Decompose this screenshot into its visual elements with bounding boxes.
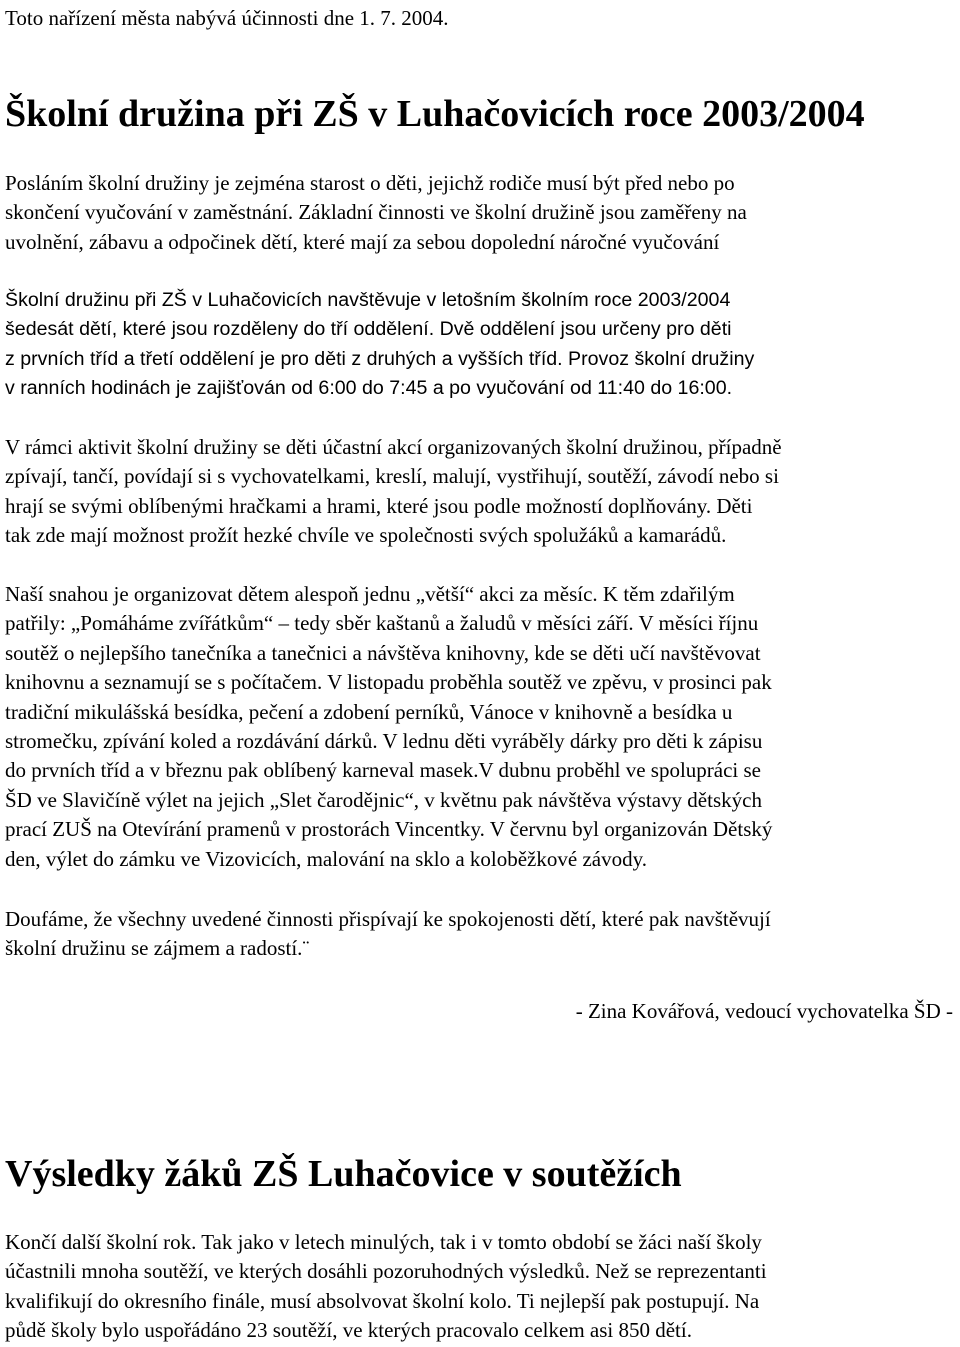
intro-note: Toto nařízení města nabývá účinnosti dne 1. 7. 2004. bbox=[5, 6, 449, 30]
paragraph-line: soutěž o nejlepšího tanečníka a tanečnici a návštěva knihovny, kde se děti učí navštěvovat bbox=[5, 640, 761, 665]
paragraph-line: knihovnu a seznamují se s počítačem. V listopadu proběhla soutěž ve zpěvu, v prosinci pak bbox=[5, 670, 772, 695]
paragraph-closing bbox=[5, 905, 771, 964]
section-title-competitions: Výsledky žáků ZŠ Luhačovice v soutěžích bbox=[5, 1153, 682, 1195]
paragraph-line: V rámci aktivit školní družiny se děti účastní akcí organizovaných školní družinou, případně bbox=[5, 435, 782, 459]
paragraph-line: v ranních hodinách je zajišťován od 6:00 do 7:45 a po vyučování od 11:40 do 16:00. bbox=[5, 377, 733, 400]
paragraph-line: skončení vyučování v zaměstnání. Základní činnosti ve školní družině jsou zaměřeny na bbox=[5, 200, 747, 225]
paragraph-events bbox=[5, 580, 772, 874]
paragraph-line: kvalifikují do okresního finále, musí absolvovat školní kolo. Ti nejlepší pak postupují. Na bbox=[5, 1288, 760, 1313]
paragraph-line: patřily: „Pomáháme zvířátkům“ – tedy sběr kaštanů a žaludů v měsíci září. V měsíci říjnu bbox=[5, 611, 759, 636]
paragraph-line: šedesát dětí, které jsou rozděleny do tří oddělení. Dvě oddělení jsou určeny pro děti bbox=[5, 318, 732, 341]
paragraph-line: Doufáme, že všechny uvedené činnosti přispívají ke spokojenosti dětí, které pak navštěvují bbox=[5, 907, 771, 931]
paragraph-line: do prvních tříd a v březnu pak oblíbený karneval masek.V dubnu proběhl ve spolupráci se bbox=[5, 758, 761, 783]
paragraph-line: zpívají, tančí, povídají si s vychovatelkami, kreslí, malují, vystřihují, soutěží, závodí nebo si bbox=[5, 464, 779, 489]
paragraph-line: den, výlet do zámku ve Vizovicích, malování na sklo a koloběžkové závody. bbox=[5, 846, 647, 871]
paragraph-line: tradiční mikulášská besídka, pečení a zdobení perníků, Vánoce v knihovně a besídka u bbox=[5, 699, 733, 724]
paragraph-line: Naší snahou je organizovat dětem alespoň jednu „větší“ akci za měsíc. K těm zdařilým bbox=[5, 582, 735, 606]
paragraph-line: Končí další školní rok. Tak jako v letech minulých, tak i v tomto období se žáci naší školy bbox=[5, 1230, 762, 1254]
paragraph-line: tak zde mají možnost prožít hezké chvíle ve společnosti svých spolužáků a kamarádů. bbox=[5, 523, 727, 548]
paragraph-attendance bbox=[5, 286, 754, 404]
signature: - Zina Kovářová, vedoucí vychovatelka ŠD - bbox=[575, 999, 953, 1023]
paragraph-activities bbox=[5, 433, 782, 551]
paragraph-line: účastnili mnoha soutěží, ve kterých dosáhli pozoruhodných výsledků. Než se reprezentanti bbox=[5, 1259, 767, 1284]
section-title-school-club: Školní družina při ZŠ v Luhačovicích roce 2003/2004 bbox=[5, 93, 865, 135]
paragraph-mission bbox=[5, 169, 747, 257]
paragraph-line: hrají se svými oblíbenými hračkami a hrami, které jsou podle možností doplňovány. Děti bbox=[5, 493, 753, 518]
paragraph-line: uvolnění, zábavu a odpočinek dětí, které mají za sebou dopolední náročné vyučování bbox=[5, 229, 720, 254]
paragraph-line: z prvních tříd a třetí oddělení je pro děti z druhých a vyšších tříd. Provoz školní družiny bbox=[5, 347, 755, 370]
paragraph-line: stromečku, zpívání koled a rozdávání dárků. V lednu děti vyráběly dárky pro děti k zápisu bbox=[5, 729, 763, 754]
paragraph-line: Školní družinu při ZŠ v Luhačovicích navštěvuje v letošním školním roce 2003/2004 bbox=[5, 289, 731, 311]
paragraph-line: prací ZUŠ na Otevírání pramenů v prostorách Vincentky. V červnu byl organizován Dětský bbox=[5, 817, 773, 842]
paragraph-line: školní družinu se zájmem a radostí.¨ bbox=[5, 936, 310, 961]
paragraph-line: půdě školy bylo uspořádáno 23 soutěží, ve kterých pracovalo celkem asi 850 dětí. bbox=[5, 1318, 692, 1343]
paragraph-line: ŠD ve Slavičíně výlet na jejich „Slet čarodějnic“, v květnu pak návštěva výstavy dětských bbox=[5, 787, 762, 812]
paragraph-competitions bbox=[5, 1228, 767, 1346]
paragraph-line: Posláním školní družiny je zejména starost o děti, jejichž rodiče musí být před nebo po bbox=[5, 171, 735, 195]
